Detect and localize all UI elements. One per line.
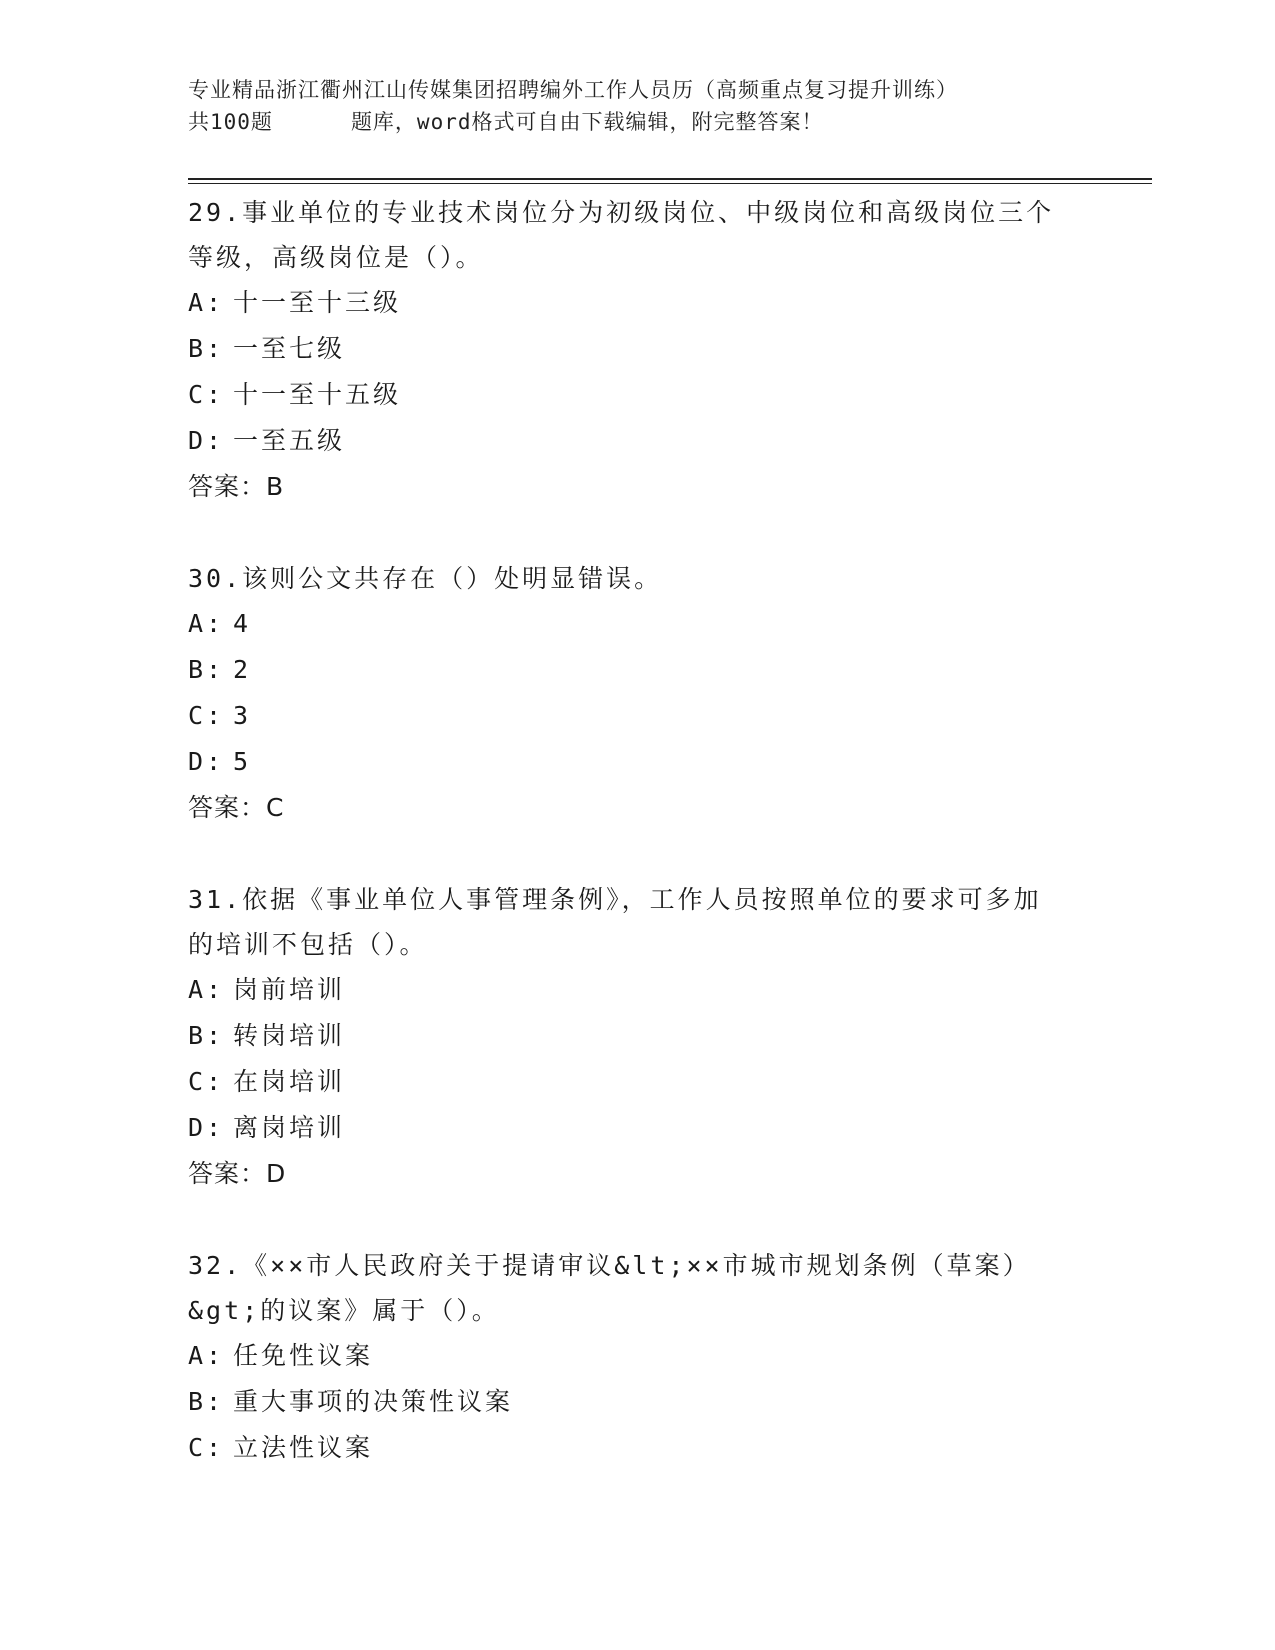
question-31 [188, 877, 1088, 1197]
question-text-line2: 的培训不包括（）。 [188, 930, 428, 959]
option-b [188, 647, 1088, 693]
header-divider-thin [188, 183, 1152, 184]
option-a [188, 280, 1088, 326]
option-label: C: [188, 380, 225, 409]
answer-text: 答案：D [188, 1159, 287, 1188]
option-label: B: [188, 1021, 225, 1050]
option-c [188, 693, 1088, 739]
question-32 [188, 1243, 1088, 1471]
option-text: 转岗培训 [233, 1021, 346, 1050]
header-title-line: 专业精品浙江衢州江山传媒集团招聘编外工作人员历（高频重点复习提升训练） [188, 78, 958, 102]
option-text: 岗前培训 [233, 975, 346, 1004]
option-c [188, 1425, 1088, 1471]
question-list [188, 190, 1088, 1517]
header-description: 题库，word格式可自由下载编辑，附完整答案！ [350, 110, 824, 134]
option-text: 在岗培训 [233, 1067, 346, 1096]
option-label: D: [188, 426, 225, 455]
question-29 [188, 190, 1088, 510]
option-d [188, 418, 1088, 464]
option-text: 3 [233, 701, 252, 730]
document-header [188, 74, 1148, 138]
answer-text: 答案：B [188, 472, 285, 501]
option-c [188, 372, 1088, 418]
option-text: 任免性议案 [233, 1341, 374, 1370]
option-b [188, 1379, 1088, 1425]
option-text: 十一至十三级 [233, 288, 402, 317]
option-text: 重大事项的决策性议案 [233, 1387, 514, 1416]
header-question-count: 共100题 [188, 110, 273, 134]
option-label: C: [188, 1433, 225, 1462]
option-label: D: [188, 1113, 225, 1142]
question-text-line1: 30.该则公文共存在（）处明显错误。 [188, 564, 663, 593]
option-text: 立法性议案 [233, 1433, 374, 1462]
option-label: C: [188, 701, 225, 730]
question-text-line2: 等级，高级岗位是（）。 [188, 243, 484, 272]
option-label: B: [188, 334, 225, 363]
option-label: D: [188, 747, 225, 776]
question-text-line1: 29.事业单位的专业技术岗位分为初级岗位、中级岗位和高级岗位三个 [188, 198, 1055, 227]
option-text: 离岗培训 [233, 1113, 346, 1142]
option-text: 一至七级 [233, 334, 346, 363]
option-label: A: [188, 288, 225, 317]
question-text-line1: 31.依据《事业单位人事管理条例》，工作人员按照单位的要求可多加 [188, 885, 1042, 914]
option-a [188, 1333, 1088, 1379]
option-text: 一至五级 [233, 426, 346, 455]
option-label: B: [188, 655, 225, 684]
option-label: A: [188, 609, 225, 638]
question-30 [188, 556, 1088, 831]
option-text: 2 [233, 655, 252, 684]
option-b [188, 1013, 1088, 1059]
option-label: A: [188, 975, 225, 1004]
option-d [188, 1105, 1088, 1151]
option-b [188, 326, 1088, 372]
header-subtitle-line [188, 106, 1148, 138]
option-text: 4 [233, 609, 252, 638]
option-text: 十一至十五级 [233, 380, 402, 409]
option-a [188, 601, 1088, 647]
question-text-line1: 32.《××市人民政府关于提请审议&lt;××市城市规划条例（草案） [188, 1251, 1031, 1280]
option-c [188, 1059, 1088, 1105]
option-label: A: [188, 1341, 225, 1370]
option-label: B: [188, 1387, 225, 1416]
answer-text: 答案：C [188, 793, 285, 822]
option-d [188, 739, 1088, 785]
option-a [188, 967, 1088, 1013]
option-text: 5 [233, 747, 252, 776]
header-divider-thick [188, 178, 1152, 180]
option-label: C: [188, 1067, 225, 1096]
question-text-line2: &gt;的议案》属于（）。 [188, 1296, 500, 1325]
